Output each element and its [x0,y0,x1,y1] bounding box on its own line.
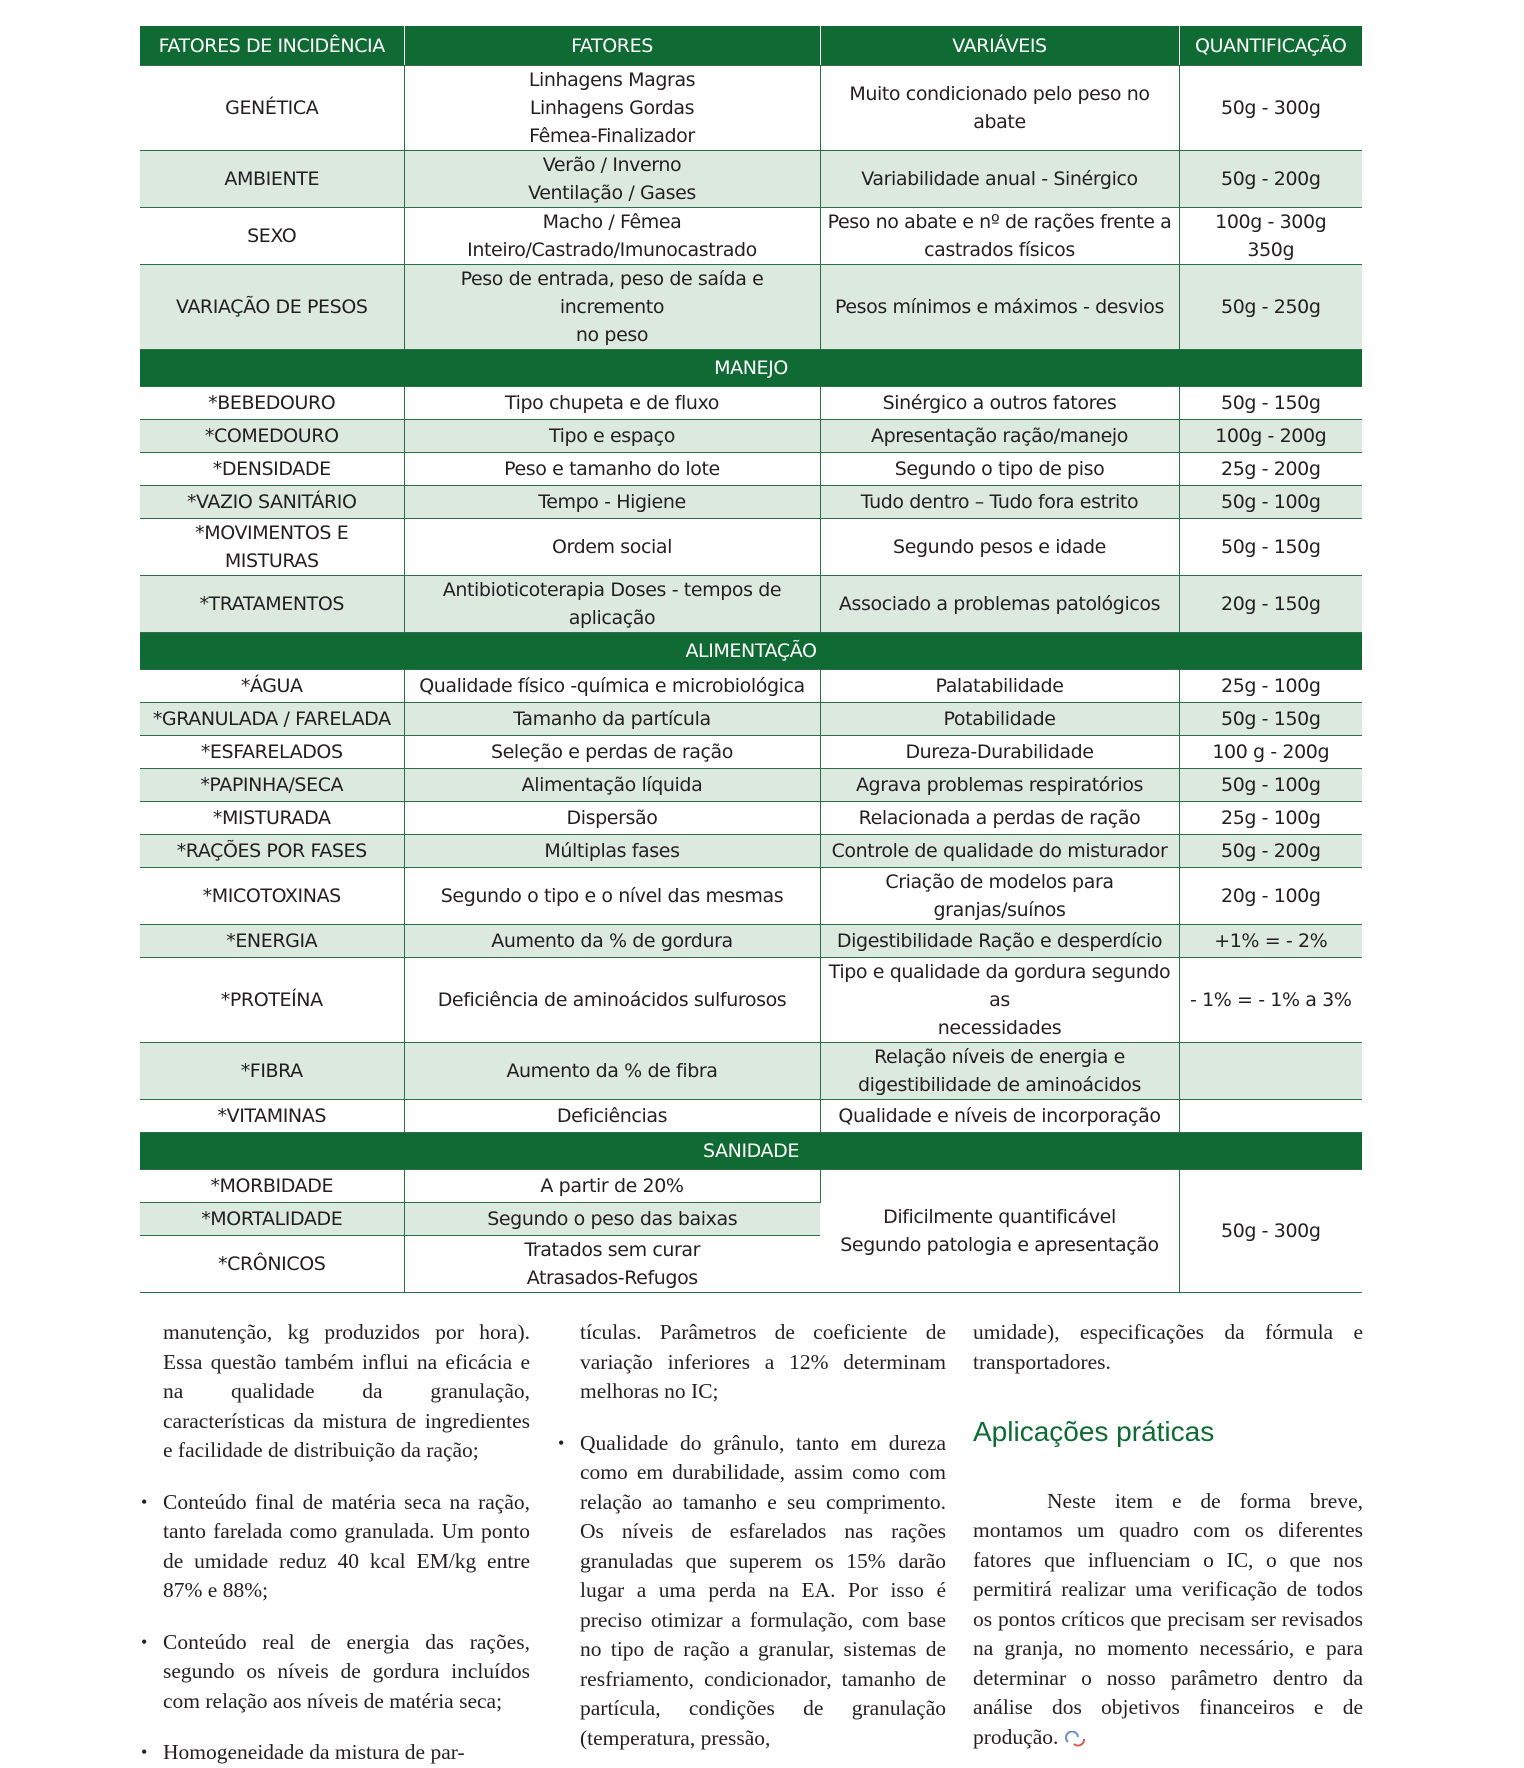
fatores-line: Segundo o peso das baixas [487,1208,738,1230]
quant-cell [1179,420,1362,453]
factor-cell: *COMEDOURO [140,420,404,453]
fatores-cell [404,453,820,486]
table-row [140,1100,1362,1133]
quant-cell [1179,453,1362,486]
quant-line: 20g - 100g [1221,885,1321,907]
fatores-cell [404,769,820,802]
fatores-line: Ventilação / Gases [528,182,696,204]
quant-line: 25g - 100g [1221,807,1321,829]
factor-cell: *DENSIDADE [140,453,404,486]
fatores-line: Tipo e espaço [549,425,675,447]
header-variaveis: VARIÁVEIS [820,26,1179,66]
fatores-cell [404,958,820,1043]
variaveis-cell [820,1043,1179,1100]
quant-cell [1179,1043,1362,1100]
header-quantificacao: QUANTIFICAÇÃO [1179,26,1362,66]
factor-cell: *ESFARELADOS [140,736,404,769]
fatores-cell [404,1203,820,1236]
col3-body-text: Neste item e de forma breve, montamos um quadro com os diferentes fatores que influenciam o IC, o que nos permitirá realizar uma verificação de todos os pontos críticos que precisam ser revisados na granja, no momento necessário, e para determinar o nosso parâmetro dentro da análise dos objetivos financeiros e de produção. [973,1488,1363,1749]
variaveis-cell [820,387,1179,420]
quant-cell [1179,958,1362,1043]
fatores-line: Ordem social [551,536,673,558]
variaveis-cell [820,958,1179,1043]
variaveis-cell [820,925,1179,958]
fatores-line: A partir de 20% [540,1175,684,1197]
quant-line: 20g - 150g [1221,593,1321,615]
fatores-line: Atrasados-Refugos [526,1267,698,1289]
quant-cell [1179,387,1362,420]
variaveis-line: Relacionada a perdas de ração [858,807,1141,829]
quant-line: 50g - 200g [1221,168,1321,190]
table-row [140,576,1362,633]
quant-cell [1179,670,1362,703]
fatores-cell [404,1100,820,1133]
fatores-cell [404,703,820,736]
quant-line: 50g - 150g [1221,708,1321,730]
quant-line: 50g - 300g [1221,97,1321,119]
table-row [140,66,1362,151]
quant-cell [1179,868,1362,925]
variaveis-line: necessidades [937,1017,1062,1039]
quant-cell [1179,769,1362,802]
col1-bullet-list [163,1488,530,1768]
fatores-line: Linhagens Gordas [529,97,695,119]
text-column-1 [163,1318,530,1768]
quant-line: 100 g - 200g [1212,741,1330,763]
factor-cell: *PROTEÍNA [140,958,404,1043]
fatores-line: Aumento da % de gordura [491,930,733,952]
variaveis-cell [820,420,1179,453]
quant-cell [1179,925,1362,958]
table-row [140,151,1362,208]
section-row [140,350,1362,387]
fatores-line: Linhagens Magras [528,69,696,91]
fatores-cell [404,736,820,769]
quant-line: 50g - 200g [1221,840,1321,862]
table-row [140,208,1362,265]
fatores-line: Tipo chupeta e de fluxo [504,392,720,414]
factor-cell: *VITAMINAS [140,1100,404,1133]
variaveis-line: Agrava problemas respiratórios [855,774,1144,796]
variaveis-line: Apresentação ração/manejo [871,425,1128,447]
quant-cell [1179,66,1362,151]
fatores-cell [404,208,820,265]
variaveis-cell [820,802,1179,835]
factor-cell: *GRANULADA / FARELADA [140,703,404,736]
section-title: MANEJO [140,350,1362,387]
variaveis-line: Muito condicionado pelo peso no abate [849,83,1150,133]
fatores-cell [404,265,820,350]
table-row [140,769,1362,802]
fatores-cell [404,66,820,151]
variaveis-cell [820,576,1179,633]
factor-cell: VARIAÇÃO DE PESOS [140,265,404,350]
fatores-line: Verão / Inverno [542,154,682,176]
table-row [140,1043,1362,1100]
variaveis-cell [820,835,1179,868]
variaveis-line: Relação níveis de energia e [874,1046,1125,1068]
fatores-line: Tempo - Higiene [538,491,686,513]
variaveis-line: Segundo pesos e idade [893,536,1106,558]
quant-line: 50g - 300g [1221,1220,1321,1242]
factor-cell: *MICOTOXINAS [140,868,404,925]
quant-line: 50g - 150g [1221,392,1321,414]
fatores-cell [404,519,820,576]
variaveis-cell [820,1100,1179,1133]
quant-cell [1179,486,1362,519]
variaveis-line: Variabilidade anual - Sinérgico [861,168,1138,190]
col2-bullet-1: • Qualidade do grânulo, tanto em dureza como em durabilidade, assim como com relação ao tamanho e seu comprimento. Os níveis de esfarelados nas rações granuladas que superem os 15% darão lugar a uma perda na EA. Por isso é preciso otimizar a formulação, com base no tipo de ração a granular, sistemas de resfriamento, condicionador, tamanho de partícula, condições de granulação (temperatura, pressão, [580,1429,946,1754]
variaveis-cell [820,66,1179,151]
fatores-line: Alimentação líquida [521,774,703,796]
variaveis-line: castrados físicos [924,239,1075,261]
section-title: SANIDADE [140,1133,1362,1170]
variaveis-cell [820,868,1179,925]
factor-cell: *MORTALIDADE [140,1203,404,1236]
factor-cell: *CRÔNICOS [140,1236,404,1293]
section-title: ALIMENTAÇÃO [140,633,1362,670]
quant-cell [1179,576,1362,633]
col3-lead-paragraph: umidade), especificações da fórmula e transportadores. [973,1320,1363,1374]
table-row [140,486,1362,519]
fatores-cell [404,925,820,958]
variaveis-cell [820,769,1179,802]
quant-line: 350g [1247,239,1295,261]
section-heading: Aplicações práticas [973,1416,1215,1447]
variaveis-line: Pesos mínimos e máximos - desvios [835,296,1164,318]
factor-cell: *BEBEDOURO [140,387,404,420]
fatores-cell [404,670,820,703]
fatores-line: Fêmea-Finalizador [529,125,695,147]
factor-cell: *RAÇÕES POR FASES [140,835,404,868]
header-fatores-incidencia: FATORES DE INCIDÊNCIA [140,26,404,66]
fatores-cell [404,576,820,633]
table-row [140,387,1362,420]
table-row [140,958,1362,1043]
variaveis-cell [820,1170,1179,1293]
quant-line: 100g - 300g [1215,211,1327,233]
fatores-cell [404,835,820,868]
quant-line: 25g - 200g [1221,458,1321,480]
variaveis-cell [820,453,1179,486]
fatores-line: Segundo o tipo e o nível das mesmas [440,885,784,907]
fatores-line: Inteiro/Castrado/Imunocastrado [467,239,757,261]
quant-line: 50g - 100g [1221,491,1321,513]
quant-cell [1179,208,1362,265]
variaveis-line: Dificilmente quantificável [883,1206,1116,1228]
end-of-article-mark-icon [1064,1731,1088,1747]
fatores-line: Aumento da % de fibra [506,1060,718,1082]
col1-bullet-2: • Conteúdo real de energia das rações, segundo os níveis de gordura incluídos com relação aos níveis de matéria seca; [163,1628,530,1717]
table-row [140,453,1362,486]
quant-line: +1% = - 2% [1214,930,1328,952]
fatores-cell [404,1236,820,1293]
fatores-line: Dispersão [566,807,658,829]
quant-cell [1179,736,1362,769]
fatores-line: Qualidade físico -química e microbiológica [419,675,805,697]
quant-line: 50g - 250g [1221,296,1321,318]
fatores-line: Peso e tamanho do lote [504,458,720,480]
variaveis-cell [820,519,1179,576]
col1-lead-paragraph: manutenção, kg produzidos por hora). Essa questão também influi na eficácia e na qualidade da granulação, características da mistura de ingredientes e facilidade de distribuição da ração; [163,1320,530,1462]
variaveis-cell [820,151,1179,208]
quant-cell [1179,1170,1362,1293]
variaveis-cell [820,208,1179,265]
factor-cell: *MISTURADA [140,802,404,835]
variaveis-line: Controle de qualidade do misturador [831,840,1168,862]
table-row [140,736,1362,769]
fatores-cell [404,151,820,208]
quant-line: 50g - 150g [1221,536,1321,558]
variaveis-line: Palatabilidade [935,675,1064,697]
col2-lead-paragraph: tículas. Parâmetros de coeficiente de variação inferiores a 12% determinam melhoras no IC; [580,1320,946,1403]
quant-cell [1179,1100,1362,1133]
quant-line: 25g - 100g [1221,675,1321,697]
fatores-line: no peso [575,324,649,346]
variaveis-cell [820,703,1179,736]
variaveis-line: Tipo e qualidade da gordura segundo as [828,961,1171,1011]
variaveis-line: Sinérgico a outros fatores [882,392,1117,414]
quant-cell [1179,519,1362,576]
quant-line: 50g - 100g [1221,774,1321,796]
fatores-line: Seleção e perdas de ração [490,741,734,763]
variaveis-cell [820,736,1179,769]
factor-cell: *TRATAMENTOS [140,576,404,633]
quant-cell [1179,802,1362,835]
variaveis-cell [820,486,1179,519]
variaveis-line: Segundo patologia e apresentação [840,1234,1159,1256]
variaveis-line: digestibilidade de aminoácidos [858,1074,1141,1096]
variaveis-line: Peso no abate e nº de rações frente a [827,211,1172,233]
variaveis-line: Digestibilidade Ração e desperdício [836,930,1163,952]
fatores-line: Peso de entrada, peso de saída e incremento [460,268,764,318]
fatores-cell [404,1170,820,1203]
variaveis-cell [820,670,1179,703]
factor-cell: *MOVIMENTOS E MISTURAS [140,519,404,576]
quant-line: 100g - 200g [1215,425,1327,447]
quant-cell [1179,265,1362,350]
factor-cell: GENÉTICA [140,66,404,151]
table-body [140,66,1362,1293]
table-row [140,925,1362,958]
fatores-cell [404,802,820,835]
col1-bullet-1: • Conteúdo final de matéria seca na ração, tanto farelada como granulada. Um ponto de umidade reduz 40 kcal EM/kg entre 87% e 88%; [163,1488,530,1606]
fatores-line: Tamanho da partícula [513,708,711,730]
variaveis-line: Criação de modelos para granjas/suínos [885,871,1114,921]
factor-cell: *VAZIO SANITÁRIO [140,486,404,519]
table-row [140,868,1362,925]
fatores-cell [404,868,820,925]
quant-line: - 1% = - 1% a 3% [1189,989,1352,1011]
table-row [140,703,1362,736]
factor-cell: *ENERGIA [140,925,404,958]
header-fatores: FATORES [404,26,820,66]
variaveis-line: Associado a problemas patológicos [838,593,1161,615]
quant-cell [1179,703,1362,736]
fatores-line: Múltiplas fases [544,840,680,862]
fatores-cell [404,1043,820,1100]
variaveis-line: Qualidade e níveis de incorporação [838,1105,1161,1127]
factor-cell: AMBIENTE [140,151,404,208]
table-row [140,1170,1362,1203]
table-row [140,519,1362,576]
section-row [140,1133,1362,1170]
fatores-cell [404,387,820,420]
text-column-3 [973,1318,1363,1752]
quant-cell [1179,835,1362,868]
fatores-cell [404,486,820,519]
fatores-line: Deficiência de aminoácidos sulfurosos [437,989,787,1011]
quant-cell [1179,151,1362,208]
fatores-line: Tratados sem curar [524,1239,701,1261]
col2-bullet-list [580,1429,946,1754]
table-row [140,670,1362,703]
fatores-line: Antibioticoterapia Doses - tempos de aplicação [442,579,782,629]
fatores-line: Deficiências [556,1105,668,1127]
variaveis-line: Dureza-Durabilidade [905,741,1094,763]
variaveis-cell [820,265,1179,350]
table-row [140,835,1362,868]
factor-cell: SEXO [140,208,404,265]
factor-cell: *MORBIDADE [140,1170,404,1203]
fatores-cell [404,420,820,453]
variaveis-line: Segundo o tipo de piso [894,458,1105,480]
factor-cell: *ÁGUA [140,670,404,703]
fatores-line: Macho / Fêmea [542,211,682,233]
table-header-row [140,26,1362,66]
table-row [140,420,1362,453]
factor-cell: *PAPINHA/SECA [140,769,404,802]
factor-cell: *FIBRA [140,1043,404,1100]
table-row [140,265,1362,350]
col1-bullet-3: • Homogeneidade da mistura de par- [163,1738,530,1768]
section-row [140,633,1362,670]
col3-body-paragraph [973,1487,1363,1753]
incidence-factors-table [140,26,1362,1293]
text-column-2 [580,1318,946,1753]
variaveis-line: Tudo dentro – Tudo fora estrito [860,491,1139,513]
variaveis-line: Potabilidade [943,708,1056,730]
table-row [140,802,1362,835]
